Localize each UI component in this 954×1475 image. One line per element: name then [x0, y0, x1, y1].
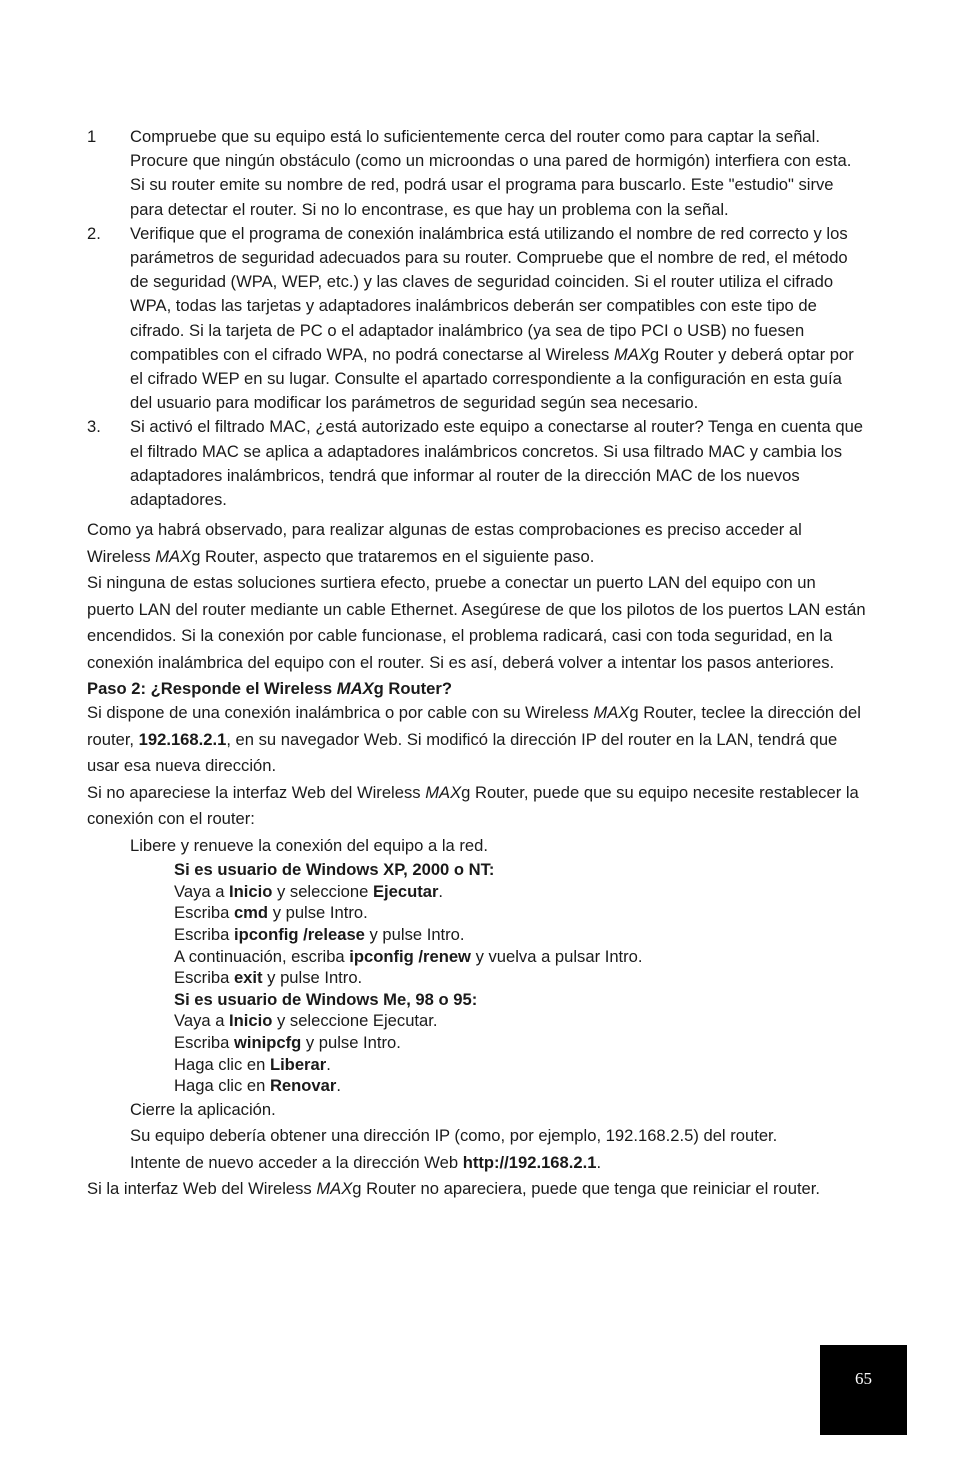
list-item	[87, 222, 867, 416]
page-content	[87, 125, 867, 1203]
list-text: Verifique que el programa de conexión inalámbrica está utilizando el nombre de red correcto y los parámetros de seguridad adecuados para su router. Compruebe que el nombre de red, el método de seguridad (WPA, WEP, etc.) y las claves de seguridad coinciden. Si el router utiliza el cifrado WPA, todas las tarjetas y adaptadores inalámbricos deberán ser compatibles con este tipo de cifrado. Si la tarjeta de PC o el adaptador inalámbrico (ya sea de tipo PCI o USB) no fuesen compatibles con el cifrado WPA, no podrá conectarse al Wireless MAXg Router y deberá optar por el cifrado WEP en su lugar. Consulte el apartado correspondiente a la configuración en esta guía del usuario para modificar los parámetros de seguridad según sea necesario.	[130, 223, 854, 413]
instruction-step: Escriba cmd y pulse Intro.	[174, 903, 368, 923]
os-title: Si es usuario de Windows Me, 98 o 95:	[174, 989, 478, 1009]
paragraph: Si dispone de una conexión inalámbrica o por cable con su Wireless MAXg Router, teclee la dirección del router, 192.168.2.1, en su navegador Web. Si modificó la dirección IP del router en la LAN, tendrá que usar esa nueva dirección.	[87, 703, 861, 776]
paragraph: Como ya habrá observado, para realizar algunas de estas comprobaciones es preciso acceder al Wireless MAXg Router, aspecto que trataremos en el siguiente paso.	[87, 520, 802, 566]
list-item	[87, 415, 867, 512]
instruction-step: Escriba ipconfig /release y pulse Intro.	[174, 925, 465, 945]
list-number: 2.	[87, 223, 101, 243]
paragraph: Si la interfaz Web del Wireless MAXg Router no apareciera, puede que tenga que reiniciar el router.	[87, 1179, 821, 1199]
instruction-line: Intente de nuevo acceder a la dirección Web http://192.168.2.1.	[130, 1152, 602, 1172]
list-number: 1	[87, 127, 97, 146]
list-text: Compruebe que su equipo está lo suficientemente cerca del router como para captar la señal. Procure que ningún obstáculo (como un microondas o una pared de hormigón) interfiera con esta. Si su router emite su nombre de red, podrá usar el programa para buscarlo. Este "estudio" sirve para detectar el router. Si no lo encontrase, es que hay un problema con la señal.	[130, 127, 852, 219]
instruction-step: Haga clic en Liberar.	[174, 1054, 331, 1074]
instruction-line: Cierre la aplicación.	[130, 1099, 276, 1119]
paragraph: Si no apareciese la interfaz Web del Wireless MAXg Router, puede que su equipo necesite restablecer la conexión con el router:	[87, 782, 859, 829]
instruction-step: A continuación, escriba ipconfig /renew y vuelva a pulsar Intro.	[174, 946, 643, 966]
instruction-step: Escriba exit y pulse Intro.	[174, 968, 363, 988]
list-item	[87, 125, 867, 222]
instruction-line: Su equipo debería obtener una dirección IP (como, por ejemplo, 192.168.2.5) del router.	[130, 1126, 778, 1146]
page-number: 65	[855, 1369, 872, 1388]
instruction-step: Vaya a Inicio y seleccione Ejecutar.	[174, 1011, 438, 1031]
instruction-line: Libere y renueve la conexión del equipo a la red.	[130, 835, 488, 855]
instruction-step: Haga clic en Renovar.	[174, 1076, 341, 1096]
os-instructions-me	[87, 989, 867, 1097]
os-title: Si es usuario de Windows XP, 2000 o NT:	[174, 860, 495, 880]
section-heading: Paso 2: ¿Responde el Wireless MAXg Router?	[87, 679, 452, 699]
instruction-step: Vaya a Inicio y seleccione Ejecutar.	[174, 881, 444, 901]
list-text: Si activó el filtrado MAC, ¿está autorizado este equipo a conectarse al router? Tenga en cuenta que el filtrado MAC se aplica a adaptadores inalámbricos concretos. Si usa filtrado MAC y cambia los adaptadores inalámbricos, tendrá que informar al router de la dirección MAC de los nuevos adaptadores.	[130, 417, 864, 510]
os-instructions-xp	[87, 859, 867, 989]
list-number: 3.	[87, 417, 101, 437]
instruction-step: Escriba winipcfg y pulse Intro.	[174, 1033, 401, 1052]
paragraph: Si ninguna de estas soluciones surtiera efecto, pruebe a conectar un puerto LAN del equipo con un puerto LAN del router mediante un cable Ethernet. Asegúrese de que los pilotos de los puertos LAN están encendidos. Si la conexión por cable funcionase, el problema radicará, casi con toda seguridad, en la conexión inalámbrica del equipo con el router. Si es así, deberá volver a intentar los pasos anteriores.	[87, 573, 866, 672]
page-number-badge	[820, 1345, 907, 1435]
